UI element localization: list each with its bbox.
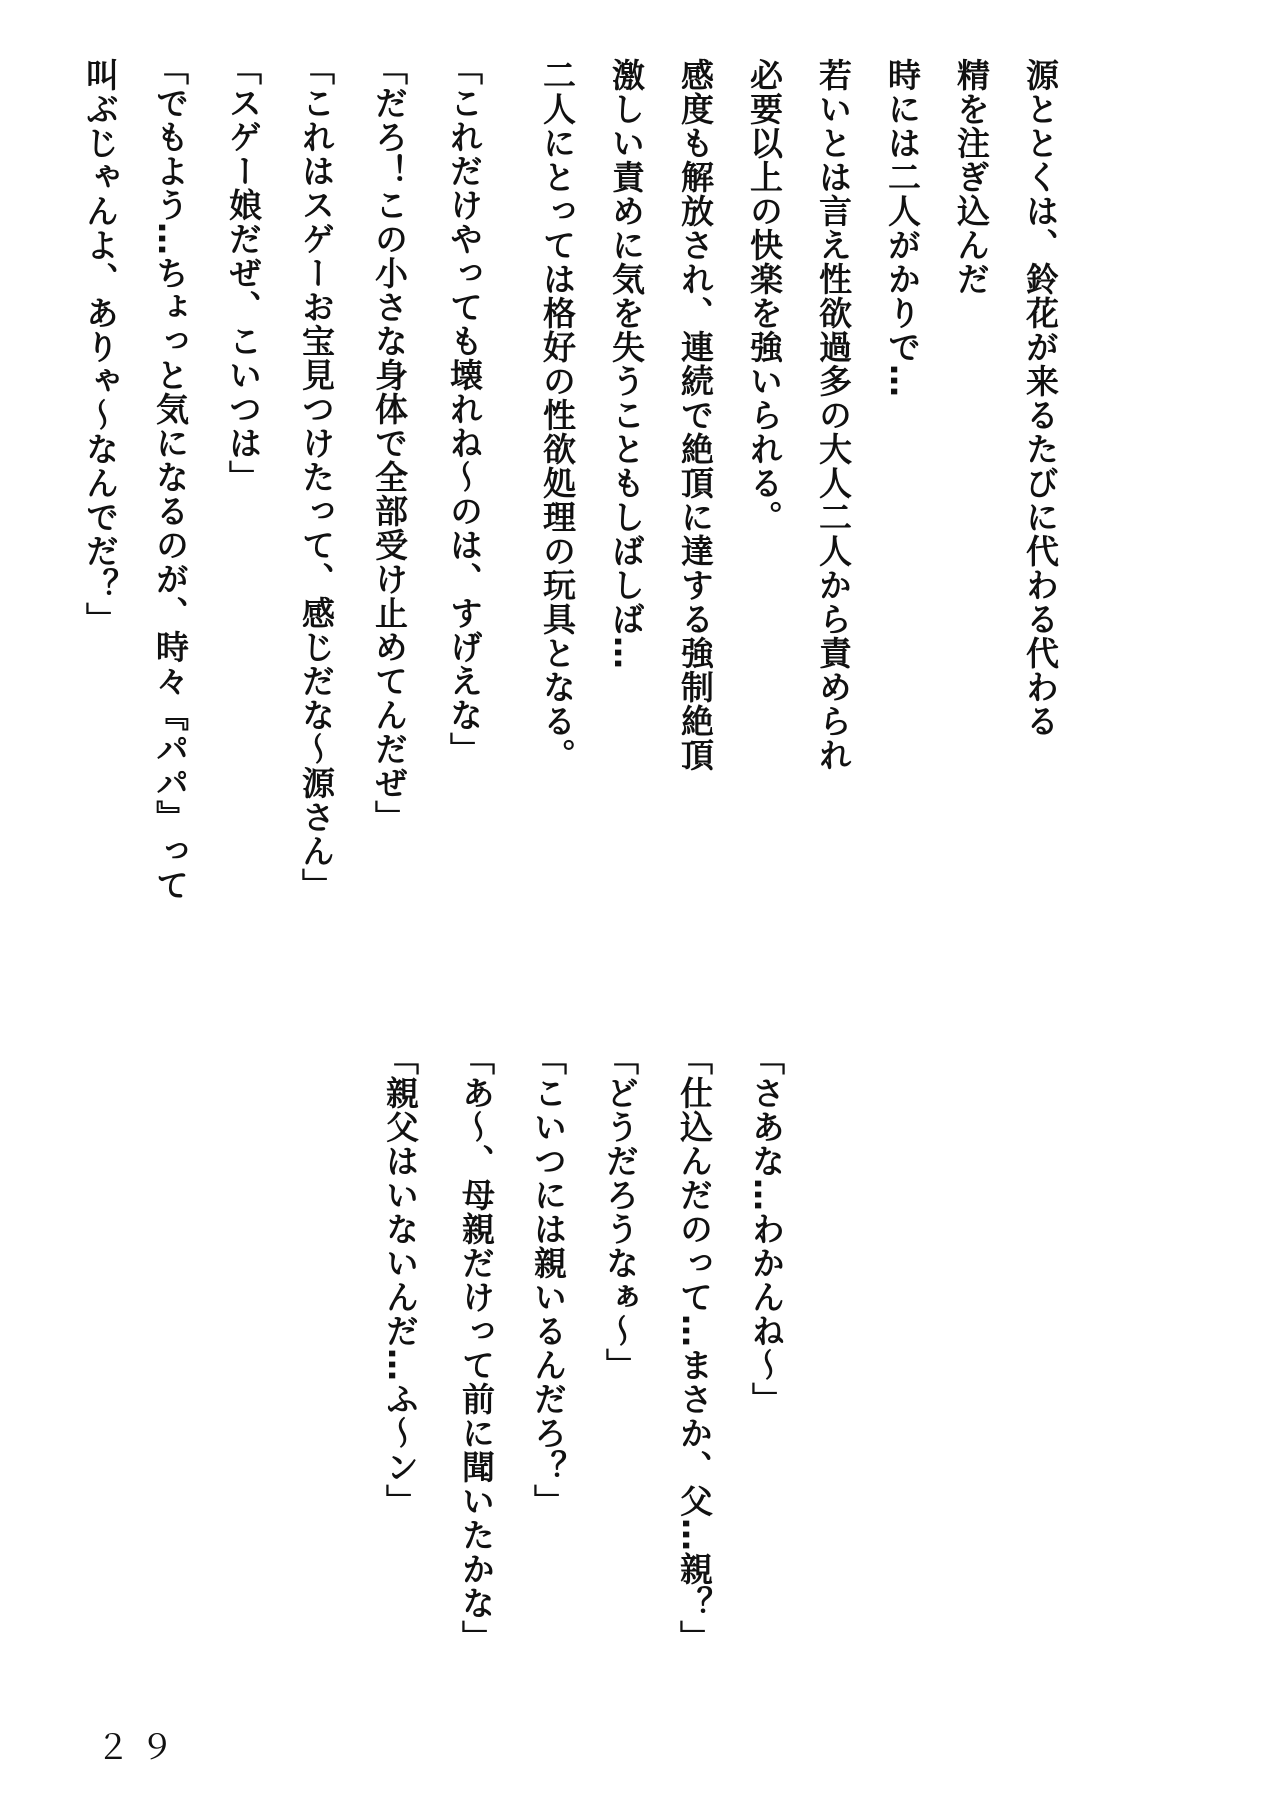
dialogue-column: 「さあな…わかんね～」 (747, 1042, 786, 1416)
text-column: 二人にとっては格好の性欲処理の玩具となる。 (538, 58, 577, 772)
text-column: 精を注ぎ込んだ (952, 58, 991, 296)
page-number: ２９ (96, 1728, 184, 1768)
text-column: 時には二人がかりで… (883, 58, 922, 398)
text-column: 源ととくは、鈴花が来るたびに代わる代わる (1021, 58, 1060, 738)
dialogue-column: 「仕込んだのって…まさか、父…親？」 (675, 1042, 714, 1654)
dialogue-column: 「どうだろうなぁ～」 (601, 1042, 640, 1382)
dialogue-column: 叫ぶじゃんよ、ありゃ～なんでだ？」 (81, 58, 120, 636)
dialogue-column: 「でもよう…ちょっと気になるのが、時々『パパ』って (151, 52, 190, 902)
dialogue-column: 「これはスゲーお宝見つけたって、感じだな～源さん」 (297, 52, 336, 902)
text-column: 若いとは言え性欲過多の大人二人から責められ (814, 58, 853, 772)
dialogue-column: 「スゲー娘だぜ、こいつは」 (224, 52, 263, 494)
dialogue-column: 「だろ！この小さな身体で全部受け止めてんだぜ」 (370, 52, 409, 834)
text-column: 感度も解放され、連続で絶頂に達する強制絶頂 (676, 58, 715, 772)
dialogue-column: 「これだけやっても壊れね～のは、すげえな」 (445, 52, 484, 766)
dialogue-column: 「こいつには親いるんだろ？」 (529, 1042, 568, 1518)
dialogue-column: 「親父はいないんだ…ふ～ン」 (381, 1042, 420, 1518)
text-column: 必要以上の快楽を強いられる。 (745, 58, 784, 534)
text-column: 激しい責めに気を失うこともしばしば… (607, 58, 646, 670)
dialogue-column: 「あ～、母親だけって前に聞いたかな」 (457, 1042, 496, 1654)
